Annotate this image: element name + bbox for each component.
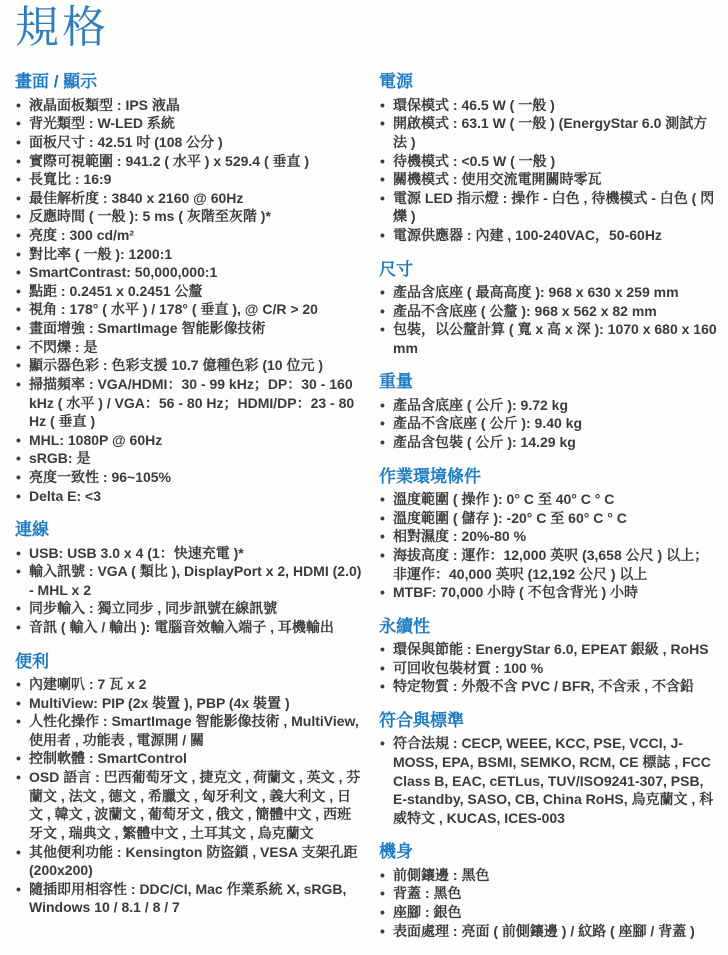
spec-item [379,490,720,509]
spec-item-text: SmartContrast: 50,000,000:1 [29,264,218,281]
spec-item [379,414,720,433]
spec-item-text: 待機模式 : <0.5 W ( 一般 ) [393,152,556,169]
spec-item-text: 亮度一致性 : 96~105% [29,468,171,485]
spec-item-text: USB: USB 3.0 x 4 (1：快速充電 )* [29,544,244,561]
spec-item [15,96,363,115]
left-column [15,72,363,932]
spec-item [379,433,720,452]
spec-item-text: 掃描頻率 : VGA/HDMI：30 - 99 kHz；DP：30 - 160 kHz ( 水平 ) / VGA：56 - 80 Hz；HDMI/DP：23 - 80 Hz ( 垂直 ) [29,375,355,430]
spec-item [15,356,363,375]
spec-item-text: OSD 語言 : 巴西葡萄牙文 , 捷克文 , 荷蘭文 , 英文 , 芬蘭文 , 法文 , 德文 , 希臘文 , 匈牙利文 , 義大利文 , 日文 , 韓文 , 波蘭文 , 葡萄牙文 , 俄文 , 簡體中文 , 西班牙文 , 瑞典文 , 繁體中文 , 土耳其文 , 烏克蘭文 [29,769,361,841]
spec-item [379,96,720,115]
spec-item [379,640,720,659]
bullet-icon: • [16,357,21,374]
page-title: 規格 [15,3,109,52]
section-title: 永續性 [379,616,430,636]
bullet-icon: • [380,302,385,319]
bullet-icon: • [380,415,385,432]
bullet-icon: • [380,904,385,921]
bullet-icon: • [16,769,21,786]
spec-item-text: 特定物質 : 外殼不含 PVC / BFR, 不含汞 , 不含鉛 [393,678,695,695]
spec-item-text: 溫度範圍 ( 儲存 ): -20° C 至 60° C ° C [393,509,627,526]
spec-item [379,884,720,903]
spec-item [15,152,363,171]
bullet-icon: • [380,735,385,752]
spec-list [379,640,720,696]
spec-item-text: 電源 LED 指示燈 : 操作 - 白色 , 待機模式 - 白色 ( 閃爍 ) [393,189,715,225]
spec-item [379,734,720,827]
bullet-icon: • [16,264,21,281]
spec-item [379,527,720,546]
spec-list [15,675,363,917]
spec-item-text: 反應時間 ( 一般 ): 5 ms ( 灰階至灰階 )* [29,208,271,225]
bullet-icon: • [380,115,385,132]
bullet-icon: • [16,152,21,169]
spec-columns [15,72,720,955]
spec-item-text: 包裝，以公釐計算 ( 寬 x 高 x 深 ): 1070 x 680 x 160 mm [393,321,717,356]
bullet-icon: • [16,245,21,262]
spec-item [15,263,363,282]
spec-item-text: 人性化操作 : SmartImage 智能影像技術 , MultiView, 使用者 , 功能表 , 電源開 / 關 [29,713,359,748]
spec-item [15,562,363,599]
spec-item-text: 隨插即用相容性 : DDC/CI, Mac 作業系統 X, sRGB, Windows 10 / 8.1 / 8 / 7 [29,880,347,916]
bullet-icon: • [380,491,385,508]
spec-item-text: 環保模式 : 46.5 W ( 一般 ) [393,96,555,113]
section-title: 連線 [15,520,49,540]
spec-item [379,170,720,189]
bullet-icon: • [380,885,385,902]
bullet-icon: • [380,96,385,113]
bullet-icon: • [380,866,385,883]
spec-item [15,431,363,450]
bullet-icon: • [380,396,385,413]
spec-item [15,133,363,152]
spec-item-text: 溫度範圍 ( 操作 ): 0° C 至 40° C ° C [393,491,615,508]
section-title: 符合與標準 [379,710,464,730]
spec-item [15,449,363,468]
spec-item [15,338,363,357]
bullet-icon: • [16,487,21,504]
bullet-icon: • [380,659,385,676]
spec-item [379,226,720,245]
spec-item-text: 最佳解析度 : 3840 x 2160 @ 60Hz [29,189,244,206]
spec-item-text: 電源供應器 : 內建 , 100-240VAC，50-60Hz [393,227,662,244]
bullet-icon: • [380,678,385,695]
spec-item-text: sRGB: 是 [29,450,91,467]
spec-item-text: 相對濕度 : 20%-80 % [393,528,527,545]
spec-list [15,544,363,637]
bullet-icon: • [16,676,21,693]
spec-item-text: MHL: 1080P @ 60Hz [29,431,163,448]
spec-item [15,544,363,563]
spec-item [379,302,720,321]
spec-item-text: 關機模式 : 使用交流電開關時零瓦 [393,171,602,188]
bullet-icon: • [380,528,385,545]
spec-item-text: 音訊 ( 輸入 / 輸出 ): 電腦音效輸入端子 , 耳機輸出 [29,619,334,636]
bullet-icon: • [16,301,21,318]
bullet-icon: • [380,171,385,188]
spec-item-text: 輸入訊號 : VGA ( 類比 ), DisplayPort x 2, HDMI (2.0) - MHL x 2 [29,563,362,598]
spec-section [379,711,720,827]
spec-item-text: MultiView: PIP (2x 裝置 ), PBP (4x 裝置 ) [29,694,290,711]
spec-item [15,487,363,506]
bullet-icon: • [380,922,385,939]
bullet-icon: • [16,619,21,636]
bullet-icon: • [380,641,385,658]
spec-item [379,189,720,226]
spec-item [379,152,720,171]
spec-list [379,734,720,827]
spec-item-text: 產品含底座 ( 最高高度 ): 968 x 630 x 259 mm [393,284,679,301]
spec-item-text: 畫面增強 : SmartImage 智能影像技術 [29,320,266,337]
bullet-icon: • [380,546,385,563]
spec-item-text: 產品含包裝 ( 公斤 ): 14.29 kg [393,434,576,451]
bullet-icon: • [16,544,21,561]
bullet-icon: • [16,431,21,448]
spec-item-text: 海拔高度 : 運作：12,000 英呎 (3,658 公尺 ) 以上；非運作：40,000 英呎 (12,192 公尺 ) 以上 [393,546,709,582]
spec-item-text: MTBF: 70,000 小時 ( 不包含背光 ) 小時 [393,584,639,601]
spec-item-text: 背蓋 : 黑色 [393,885,462,902]
spec-item [15,712,363,749]
spec-item [15,768,363,842]
spec-item [15,245,363,264]
spec-item-text: 可回收包裝材質 : 100 % [393,659,544,676]
spec-item-text: 表面處理 : 亮面 ( 前側鑲邊 ) / 紋路 ( 座腳 / 背蓋 ) [393,922,695,939]
bullet-icon: • [380,189,385,206]
spec-list [379,866,720,940]
bullet-icon: • [16,189,21,206]
spec-item [15,226,363,245]
spec-item [15,599,363,618]
spec-item-text: 對比率 ( 一般 ): 1200:1 [29,245,173,262]
bullet-icon: • [16,320,21,337]
spec-item [379,114,720,151]
spec-item [379,677,720,696]
section-title: 電源 [379,72,413,92]
spec-item [15,880,363,917]
spec-item [15,843,363,880]
spec-item [379,583,720,602]
bullet-icon: • [16,713,21,730]
spec-item [379,320,720,357]
spec-item-text: 環保與節能 : EnergyStar 6.0, EPEAT 銀級 , RoHS [393,641,709,658]
section-title: 畫面 / 顯示 [15,72,98,92]
bullet-icon: • [380,434,385,451]
bullet-icon: • [380,509,385,526]
spec-item [379,396,720,415]
bullet-icon: • [380,284,385,301]
section-title: 尺寸 [379,259,413,279]
spec-item [379,866,720,885]
bullet-icon: • [16,880,21,897]
spec-item-text: 其他便利功能 : Kensington 防盜鎖 , VESA 支架孔距 (200x200) [29,843,358,879]
spec-item [15,170,363,189]
spec-item [379,659,720,678]
spec-item [379,509,720,528]
spec-item [15,675,363,694]
right-column [379,72,720,955]
bullet-icon: • [16,450,21,467]
spec-section [15,652,363,917]
spec-item-text: 顯示器色彩 : 色彩支援 10.7 億種色彩 (10 位元 ) [29,357,324,374]
spec-section [379,372,720,451]
spec-item-text: 開啟模式 : 63.1 W ( 一般 ) (EnergyStar 6.0 測試方法 ) [393,115,708,150]
spec-item [15,618,363,637]
spec-item-text: 產品不含底座 ( 公釐 ): 968 x 562 x 82 mm [393,302,657,319]
spec-item [15,300,363,319]
section-title: 便利 [15,651,49,671]
spec-item [15,319,363,338]
section-title: 作業環境條件 [379,466,481,486]
bullet-icon: • [16,208,21,225]
bullet-icon: • [16,750,21,767]
spec-item-text: 控制軟體 : SmartControl [29,750,187,767]
spec-section [379,72,720,244]
spec-list [379,396,720,452]
spec-item-text: 座腳 : 銀色 [393,904,462,921]
spec-item-text: 同步輸入 : 獨立同步 , 同步訊號在線訊號 [29,600,278,617]
bullet-icon: • [16,115,21,132]
spec-section [379,617,720,696]
spec-item [15,468,363,487]
bullet-icon: • [380,152,385,169]
spec-item-text: 不閃爍 : 是 [29,338,98,355]
spec-item-text: 背光類型 : W-LED 系統 [29,115,175,132]
bullet-icon: • [16,227,21,244]
spec-item-text: 內建喇叭 : 7 瓦 x 2 [29,676,147,693]
spec-item-text: 實際可視範圍 : 941.2 ( 水平 ) x 529.4 ( 垂直 ) [29,152,310,169]
bullet-icon: • [16,96,21,113]
spec-item-text: 液晶面板類型 : IPS 液晶 [29,96,180,113]
bullet-icon: • [16,338,21,355]
spec-item-text: 點距 : 0.2451 x 0.2451 公釐 [29,282,203,299]
spec-section [379,260,720,358]
bullet-icon: • [16,843,21,860]
bullet-icon: • [380,321,385,338]
bullet-icon: • [16,563,21,580]
spec-item [15,282,363,301]
spec-item-text: 視角 : 178° ( 水平 ) / 178° ( 垂直 ), @ C/R > 20 [29,301,318,318]
section-title: 重量 [379,372,413,392]
bullet-icon: • [16,694,21,711]
spec-item-text: 長寬比 : 16:9 [29,171,112,188]
bullet-icon: • [16,468,21,485]
spec-item [15,694,363,713]
bullet-icon: • [380,227,385,244]
spec-list [379,490,720,602]
spec-section [379,467,720,602]
spec-item [15,749,363,768]
bullet-icon: • [16,171,21,188]
spec-item [15,207,363,226]
bullet-icon: • [16,282,21,299]
spec-list [15,96,363,505]
spec-item-text: 產品不含底座 ( 公斤 ): 9.40 kg [393,415,583,432]
spec-item [379,546,720,583]
spec-item [15,114,363,133]
spec-list [379,283,720,357]
spec-section [379,842,720,940]
spec-item-text: 亮度 : 300 cd/m² [29,227,135,244]
bullet-icon: • [380,584,385,601]
spec-item [15,189,363,208]
spec-item [379,903,720,922]
spec-item-text: 前側鑲邊 : 黑色 [393,866,490,883]
spec-item-text: 產品含底座 ( 公斤 ): 9.72 kg [393,396,569,413]
bullet-icon: • [16,134,21,150]
spec-section [15,72,363,505]
spec-list [379,96,720,245]
spec-item-text: 面板尺寸 : 42.51 吋 (108 公分 ) [29,134,223,150]
spec-section [15,520,363,636]
spec-item [379,922,720,941]
bullet-icon: • [16,600,21,617]
spec-item [15,375,363,431]
spec-item [379,283,720,302]
section-title: 機身 [379,842,413,862]
spec-item-text: 符合法規 : CECP, WEEE, KCC, PSE, VCCI, J-MOSS, EPA, BSMI, SEMKO, RCM, CE 標誌 , FCC Class B, EAC, cETLus, TUV/ISO9241-307, PSB, E-standby, SASO, CB, China RoHS, 烏克蘭文 , 科威特文 , KUCAS, ICES-003 [393,735,714,826]
spec-item-text: Delta E: <3 [29,487,101,504]
bullet-icon: • [16,375,21,392]
